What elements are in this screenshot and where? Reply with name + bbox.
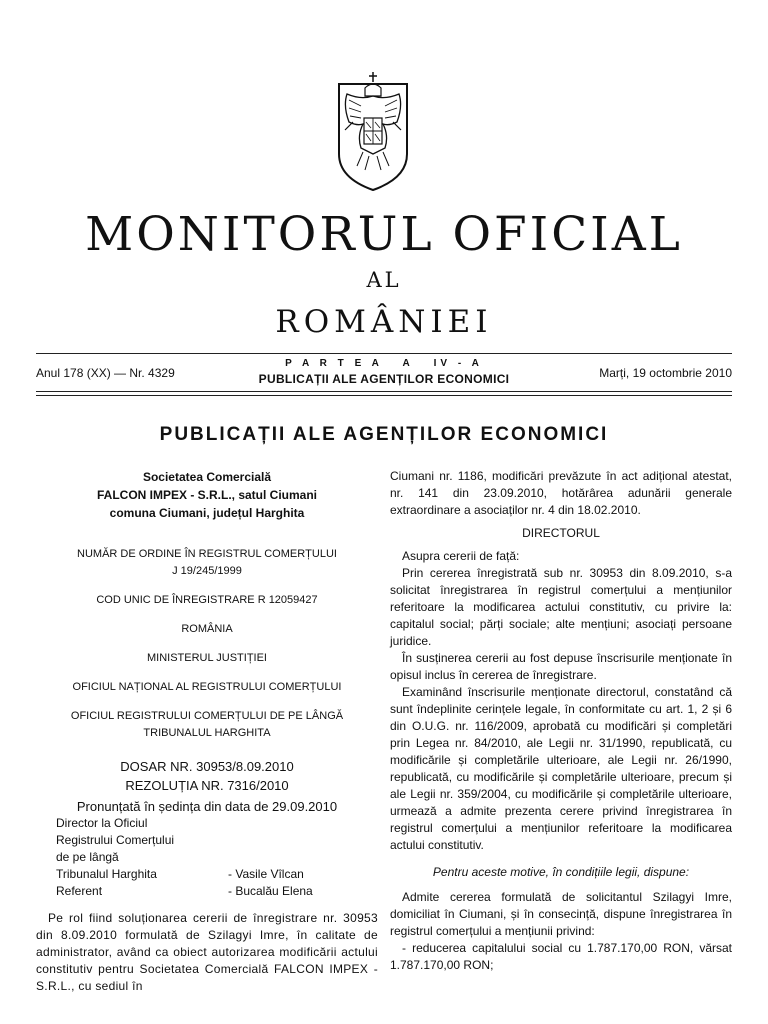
masthead-country: ROMÂNIEI (275, 304, 493, 340)
paragraph-4: Examinând înscrisurile menționate directorul, constatând că sunt îndeplinite cerințele legale, în conformitate cu art. 1, 2 și 6 din O.U.G. nr. 116/2009, aprobată cu modificări și completări prin Legea nr. 84/2010, ale Legii nr. 31/1990, republicată, cu modificările și completările ulterioare, ale Legii nr. 26/1990, republicată, cu modificările și completările ulterioare, precum și ale Legii nr. 359/2004, cu modificările și completările ulterioare, urmează a admite prezenta cerere privind înregistrarea în registrul comerțului a mențiunilor referitoare la modificarea actului constitutiv. (390, 685, 732, 852)
left-column (36, 468, 378, 995)
motive-line: Pentru aceste motive, în condițiile legii, dispune: (432, 865, 690, 879)
header-section: PUBLICAȚII ALE AGENȚILOR ECONOMICI (258, 372, 510, 386)
paragraph-5: Admite cererea formulată de solicitantul Szilagyi Imre, domiciliat în Ciumani, și în consecință, dispune înregistrarea în registrul comerțului a mențiunii privind: (390, 890, 732, 938)
section-title: PUBLICAȚII ALE AGENȚILOR ECONOMICI (159, 424, 609, 445)
orc-label-line-2: TRIBUNALUL HARGHITA (143, 727, 271, 739)
directorul-heading: DIRECTORUL (522, 526, 600, 540)
dosar-number: DOSAR NR. 30953/8.09.2010 (120, 759, 294, 774)
issue-number: Anul 178 (XX) — Nr. 4329 (36, 366, 175, 380)
signature-role: Referent (56, 884, 103, 898)
signature-line-5 (36, 883, 378, 900)
orc-label-line-1: OFICIUL REGISTRULUI COMERȚULUI DE PE LÂNGĂ (70, 710, 344, 722)
company-line-2: FALCON IMPEX - S.R.L., satul Ciumani (96, 488, 318, 502)
pronuntata: Pronunțată în ședința din data de 29.09.2010 (76, 799, 338, 814)
onrc-label: OFICIUL NAȚIONAL AL REGISTRULUI COMERȚULUI (72, 681, 342, 693)
signature-person: - Bucalău Elena (228, 884, 313, 898)
signature-role: Tribunalul Harghita (56, 867, 157, 881)
company-heading (36, 468, 378, 522)
ministry-label: MINISTERUL JUSTIȚIEI (147, 652, 267, 664)
company-line-3: comuna Ciumani, județul Harghita (109, 506, 305, 520)
paragraph-0: Ciumani nr. 1186, modificări prevăzute în act adițional atestat, nr. 141 din 23.09.2010, hotărârea adunării generale extraordinare a asociaților nr. 4 din 18.02.2010. (390, 469, 732, 517)
left-body-paragraph: Pe rol fiind soluționarea cererii de înregistrare nr. 30953 din 8.09.2010 formulată de Szilagyi Imre, în calitate de administrator, având ca obiect autorizarea modificării actului constitutiv pentru Societatea Comercială FALCON IMPEX - S.R.L., cu sediul în (36, 911, 378, 993)
country-label: ROMÂNIA (181, 623, 233, 635)
romanian-coat-of-arms-icon (333, 66, 413, 194)
header-top-rule (36, 353, 732, 354)
signature-person: - Vasile Vîlcan (228, 867, 304, 881)
paragraph-3: În susținerea cererii au fost depuse înscrisurile menționate în opisul inclus în cererea de înregistrare. (390, 651, 732, 682)
masthead-al: AL (366, 268, 402, 292)
reg-order-label: NUMĂR DE ORDINE ÎN REGISTRUL COMERȚULUI (77, 548, 337, 560)
paragraph-6: - reducerea capitalului social cu 1.787.170,00 RON, vărsat 1.787.170,00 RON; (390, 941, 732, 972)
signature-line-4 (36, 866, 378, 883)
signature-line-3: de pe lângă (56, 850, 119, 864)
rezolutia-number: REZOLUȚIA NR. 7316/2010 (125, 778, 289, 793)
paragraph-2: Prin cererea înregistrată sub nr. 30953 din 8.09.2010, s-a solicitat înregistrarea în registrul comerțului a mențiunilor referitoare la modificarea actului constitutiv, cu privire la: capitalul social; părți sociale; alte mențiuni; asociați persoane juridice. (390, 566, 732, 648)
header-bottom-rule-2 (36, 395, 732, 396)
header-part: P A R T E A A IV - A (285, 358, 483, 369)
signature-line-1: Director la Oficiul (56, 816, 148, 830)
company-line-1: Societatea Comercială (142, 470, 272, 484)
header-center (200, 357, 568, 387)
masthead-title: MONITORUL OFICIAL (85, 207, 683, 262)
reg-order-number: J 19/245/1999 (172, 565, 242, 577)
issue-date: Marți, 19 octombrie 2010 (599, 366, 732, 380)
signature-line-2: Registrului Comerțului (56, 833, 175, 847)
paragraph-1: Asupra cererii de față: (402, 549, 520, 563)
header-bottom-rule-1 (36, 391, 732, 392)
cui: COD UNIC DE ÎNREGISTRARE R 12059427 (96, 594, 318, 606)
right-column (390, 468, 732, 974)
